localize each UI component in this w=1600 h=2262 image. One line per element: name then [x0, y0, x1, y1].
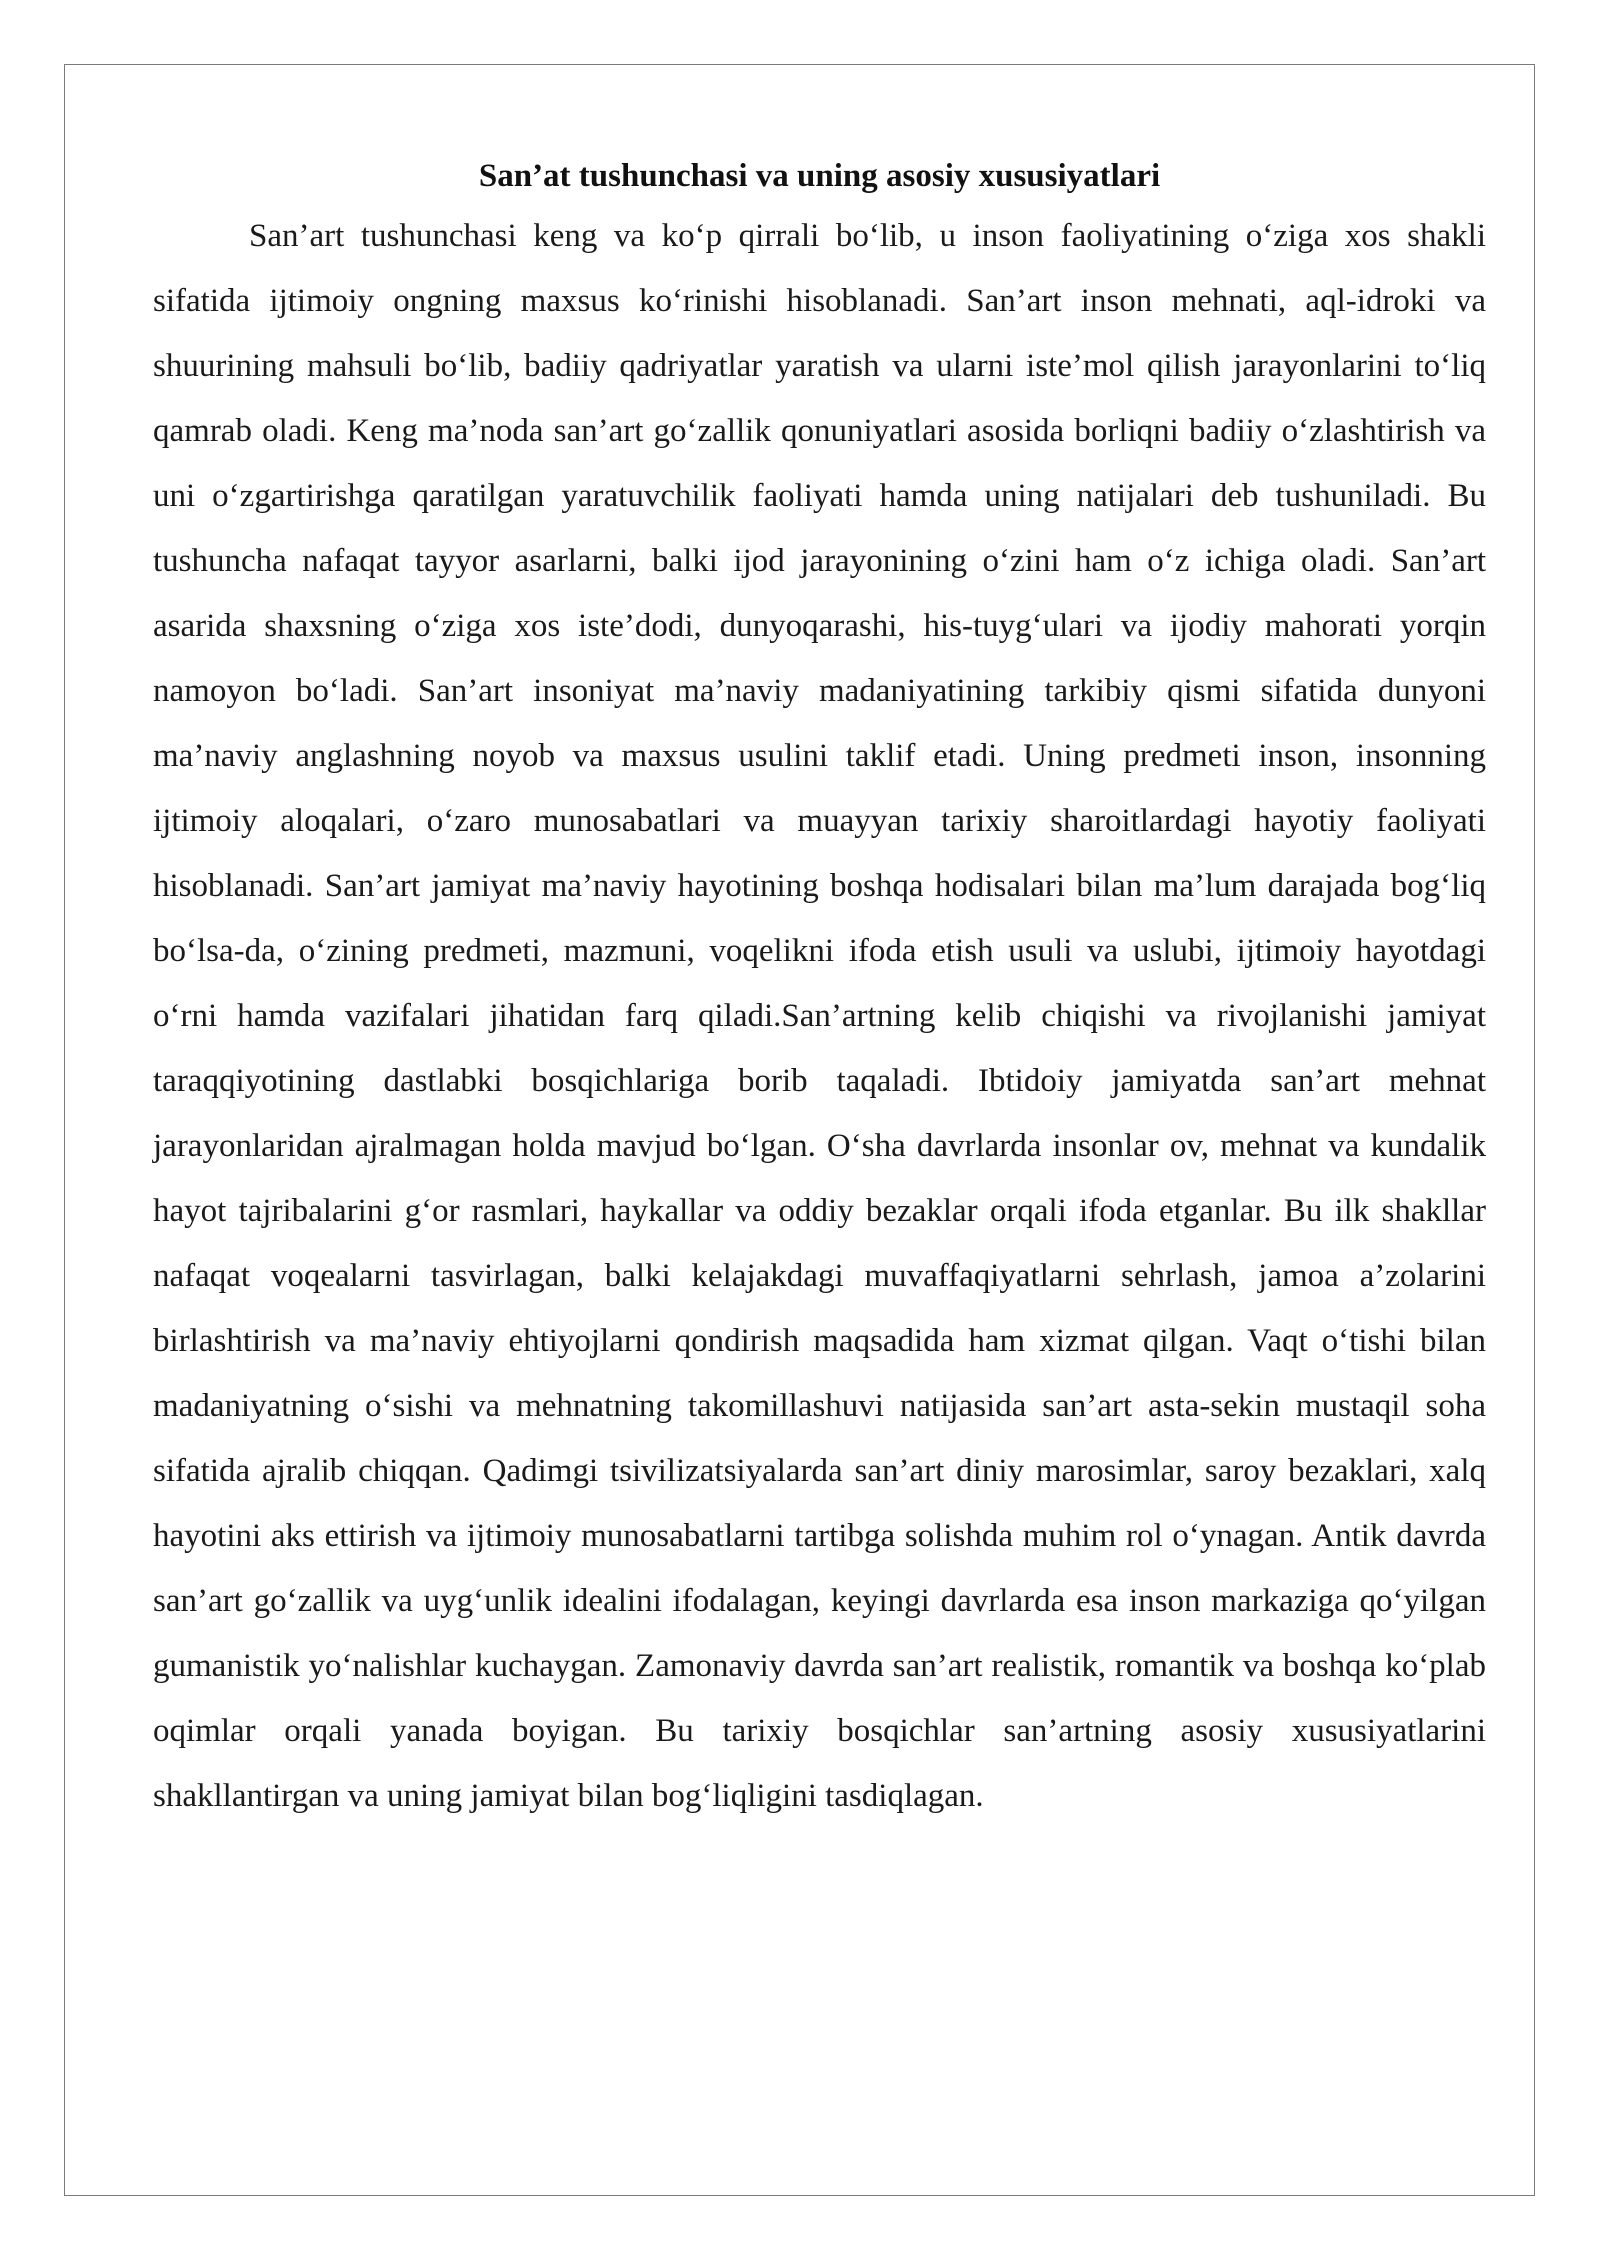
document-body-paragraph: San’art tushunchasi keng va ko‘p qirrali bo‘lib, u inson faoliyatining o‘ziga xos shakli sifatida ijtimoiy ongning maxsus ko‘rinishi hisoblanadi. San’art inson mehnati, aql-idroki va shuurining mahsuli bo‘lib, badiiy qadriyatlar yaratish va ularni iste’mol qilish jarayonlarini to‘liq qamrab oladi. Keng ma’noda san’art go‘zallik qonuniyatlari asosida borliqni badiiy o‘zlashtirish va uni o‘zgartirishga qaratilgan yaratuvchilik faoliyati hamda uning natijalari deb tushuniladi. Bu tushuncha nafaqat tayyor asarlarni, balki ijod jarayonining o‘zini ham o‘z ichiga oladi. San’art asarida shaxsning o‘ziga xos iste’dodi, dunyoqarashi, his-tuyg‘ulari va ijodiy mahorati yorqin namoyon bo‘ladi. San’art insoniyat ma’naviy madaniyatining tarkibiy qismi sifatida dunyoni ma’naviy anglashning noyob va maxsus usulini taklif etadi. Uning predmeti inson, insonning ijtimoiy aloqalari, o‘zaro munosabatlari va muayyan tarixiy sharoitlardagi hayotiy faoliyati hisoblanadi. San’art jamiyat ma’naviy hayotining boshqa hodisalari bilan ma’lum darajada bog‘liq bo‘lsa-da, o‘zining predmeti, mazmuni, voqelikni ifoda etish usuli va uslubi, ijtimoiy hayotdagi o‘rni hamda vazifalari jihatidan farq qiladi.San’artning kelib chiqishi va rivojlanishi jamiyat taraqqiyotining dastlabki bosqichlariga borib taqaladi. Ibtidoiy jamiyatda san’art mehnat jarayonlaridan ajralmagan holda mavjud bo‘lgan. O‘sha davrlarda insonlar ov, mehnat va kundalik hayot tajribalarini g‘or rasmlari, haykallar va oddiy bezaklar orqali ifoda etganlar. Bu ilk shakllar nafaqat voqealarni tasvirlagan, balki kelajakdagi muvaffaqiyatlarni sehrlash, jamoa a’zolarini birlashtirish va ma’naviy ehtiyojlarni qondirish maqsadida ham xizmat qilgan. Vaqt o‘tishi bilan madaniyatning o‘sishi va mehnatning takomillashuvi natijasida san’art asta-sekin mustaqil soha sifatida ajralib chiqqan. Qadimgi tsivilizatsiyalarda san’art diniy marosimlar, saroy bezaklari, xalq hayotini aks ettirish va ijtimoiy munosabatlarni tartibga solishda muhim rol o‘ynagan. Antik davrda san’art go‘zallik va uyg‘unlik idealini ifodalagan, keyingi davrlarda esa inson markaziga qo‘yilgan gumanistik yo‘nalishlar kuchaygan. Zamonaviy davrda san’art realistik, romantik va boshqa ko‘plab oqimlar orqali yanada boyigan. Bu tarixiy bosqichlar san’artning asosiy xususiyatlarini shakllantirgan va uning jamiyat bilan bog‘liqligini tasdiqlagan.	[153, 218, 1486, 1814]
document-content	[153, 148, 1486, 1829]
document-title: San’at tushunchasi va uning asosiy xususiyatlari	[478, 158, 1161, 194]
